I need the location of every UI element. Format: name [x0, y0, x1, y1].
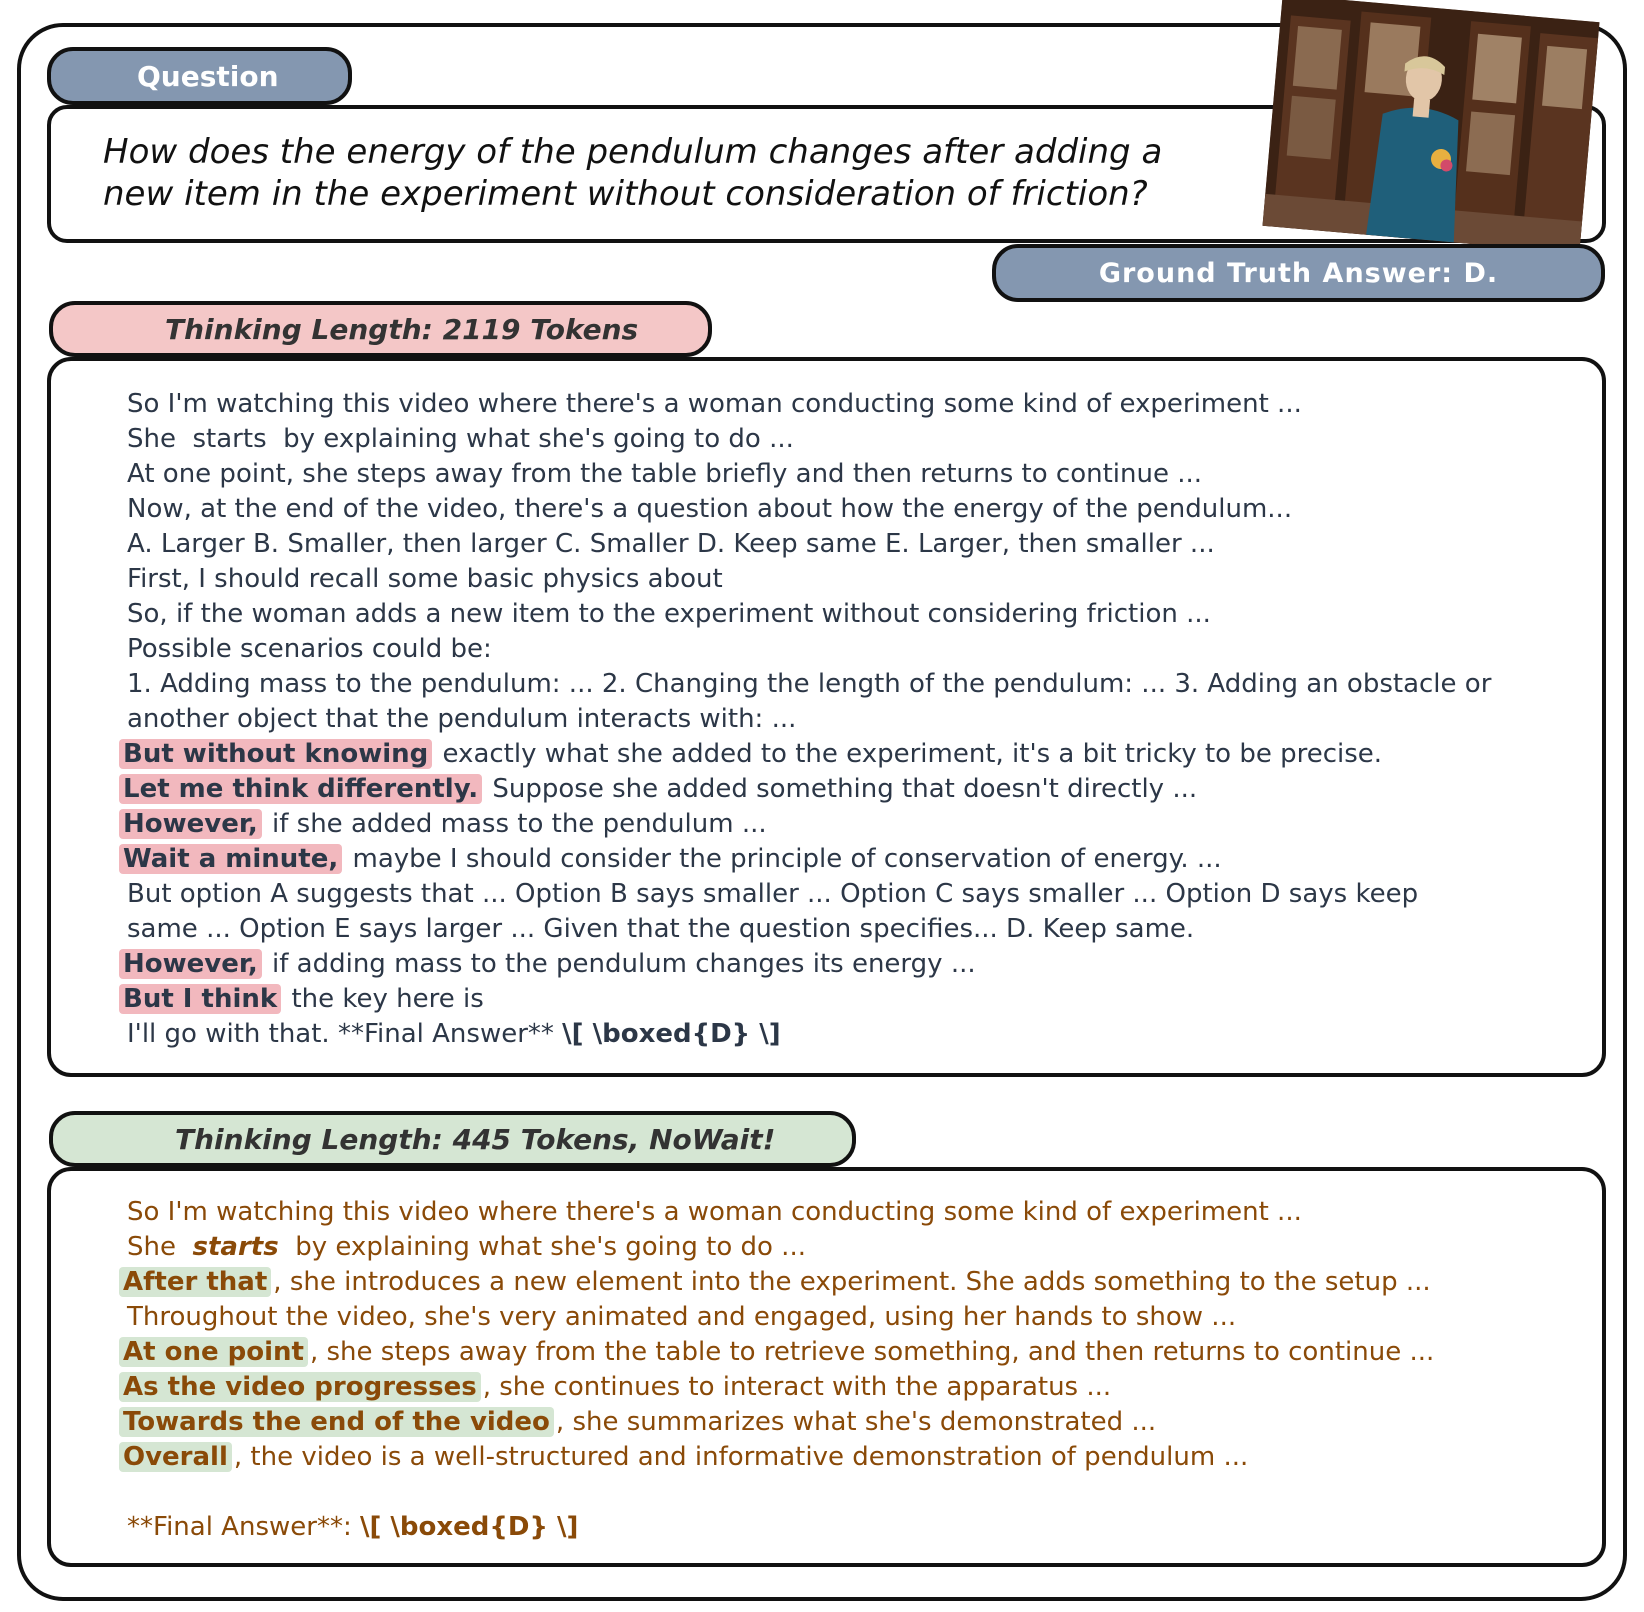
panel1-title: Thinking Length: 2119 Tokens: [49, 301, 712, 357]
highlight-phrase: Wait a minute,: [119, 844, 342, 874]
line-text: , the video is a well-structured and informative demonstration of pendulum ...: [233, 1442, 1249, 1472]
panel1-line: [127, 632, 1491, 667]
panel2-line: [127, 1230, 1434, 1265]
line-text: So I'm watching this video where there's a woman conducting some kind of experiment ...: [127, 1197, 1302, 1227]
panel2-line: [123, 1370, 1434, 1405]
line-text: , she summarizes what she's demonstrated ...: [555, 1407, 1157, 1437]
highlight-phrase: After that: [119, 1267, 271, 1297]
panel1-line: [127, 877, 1491, 912]
panel1-line: [127, 667, 1491, 702]
panel2-line: [123, 1440, 1434, 1475]
line-text: A. Larger B. Smaller, then larger C. Smaller D. Keep same E. Larger, then smaller ...: [127, 529, 1215, 559]
line-text: , she introduces a new element into the experiment. She adds something to the setup ...: [273, 1267, 1431, 1297]
line-text: maybe I should consider the principle of conservation of energy. ...: [344, 844, 1222, 874]
line-text: Now, at the end of the video, there's a question about how the energy of the pendulum...: [127, 494, 1293, 524]
video-frame-photo: [1262, 0, 1599, 253]
panel1-line: [127, 562, 1491, 597]
panel2-final-line: [127, 1510, 1434, 1545]
line-text: by explaining what she's going to do ...: [278, 1232, 806, 1262]
panel2-line: [127, 1300, 1434, 1335]
panel1-line: [123, 737, 1491, 772]
line-text: So I'm watching this video where there's a woman conducting some kind of experiment ...: [127, 389, 1302, 419]
panel1-line: [127, 527, 1491, 562]
panel1-final-line: [127, 1017, 1491, 1052]
line-text: 1. Adding mass to the pendulum: ... 2. Changing the length of the pendulum: ... 3. Adding an obstacle or: [127, 669, 1492, 699]
highlight-phrase: As the video progresses: [119, 1372, 481, 1402]
line-text: , she continues to interact with the apparatus ...: [482, 1372, 1112, 1402]
ground-truth-badge: Ground Truth Answer: D.: [992, 244, 1605, 302]
panel1-line: [127, 387, 1491, 422]
highlight-phrase: Let me think differently.: [119, 774, 482, 804]
panel2-line: [123, 1265, 1434, 1300]
panel1-lines: [123, 387, 1492, 1052]
line-text: She starts by explaining what she's going to do ...: [127, 424, 794, 454]
line-text: First, I should recall some basic physics about: [127, 564, 723, 594]
panel1-line: [127, 597, 1491, 632]
line-text: Suppose she added something that doesn't directly ...: [484, 774, 1198, 804]
highlight-phrase: However,: [119, 949, 262, 979]
final-answer: \[ \boxed{D} \]: [562, 1019, 781, 1049]
video-frame-icon: [1262, 0, 1599, 253]
panel2-lines: [123, 1195, 1435, 1545]
panel1-line: [127, 422, 1491, 457]
panel1-line: [127, 912, 1491, 947]
highlight-phrase: But I think: [119, 984, 281, 1014]
line-text: same ... Option E says larger ... Given that the question specifies... D. Keep same.: [127, 914, 1195, 944]
line-text: exactly what she added to the experiment, it's a bit tricky to be precise.: [434, 739, 1383, 769]
panel2-line: [127, 1195, 1434, 1230]
line-text: She: [127, 1232, 193, 1262]
emphasis-word: starts: [192, 1232, 279, 1262]
line-text: another object that the pendulum interacts with: ...: [127, 704, 797, 734]
line-text: if adding mass to the pendulum changes its energy ...: [263, 949, 976, 979]
line-text: But option A suggests that ... Option B says smaller ... Option C says smaller ... Option D says keep: [127, 879, 1419, 909]
highlight-phrase: Overall: [119, 1442, 232, 1472]
final-prefix: **Final Answer**:: [127, 1512, 360, 1542]
line-text: the key here is: [283, 984, 484, 1014]
highlight-phrase: But without knowing: [119, 739, 432, 769]
line-text: At one point, she steps away from the table briefly and then returns to continue ...: [127, 459, 1203, 489]
panel1-line: [123, 842, 1491, 877]
blank-line: [127, 1475, 1434, 1510]
panel1-box: [47, 357, 1606, 1077]
panel1-line: [127, 702, 1491, 737]
line-text: Throughout the video, she's very animated and engaged, using her hands to show ...: [127, 1302, 1237, 1332]
panel2-box: [47, 1167, 1606, 1567]
question-text: How does the energy of the pendulum changes after adding a new item in the experiment without consideration of friction?: [103, 132, 1163, 214]
panel2-title: Thinking Length: 445 Tokens, NoWait!: [49, 1111, 856, 1167]
final-prefix: I'll go with that. **Final Answer**: [127, 1019, 563, 1049]
panel2-line: [123, 1405, 1434, 1440]
question-label: Question: [47, 47, 352, 105]
highlight-phrase: Towards the end of the video: [119, 1407, 554, 1437]
final-answer: \[ \boxed{D} \]: [359, 1512, 579, 1542]
panel1-line: [123, 772, 1491, 807]
line-text: So, if the woman adds a new item to the experiment without considering friction ...: [127, 599, 1211, 629]
panel1-line: [127, 492, 1491, 527]
line-text: Possible scenarios could be:: [127, 634, 492, 664]
panel1-line: [123, 807, 1491, 842]
highlight-phrase: At one point: [119, 1337, 308, 1367]
panel2-line: [123, 1335, 1435, 1370]
panel1-line: [123, 947, 1491, 982]
panel1-line: [127, 457, 1491, 492]
line-text: , she steps away from the table to retrieve something, and then returns to continue ...: [309, 1337, 1435, 1367]
panel1-line: [123, 982, 1491, 1017]
highlight-phrase: However,: [119, 809, 262, 839]
line-text: if she added mass to the pendulum ...: [263, 809, 767, 839]
